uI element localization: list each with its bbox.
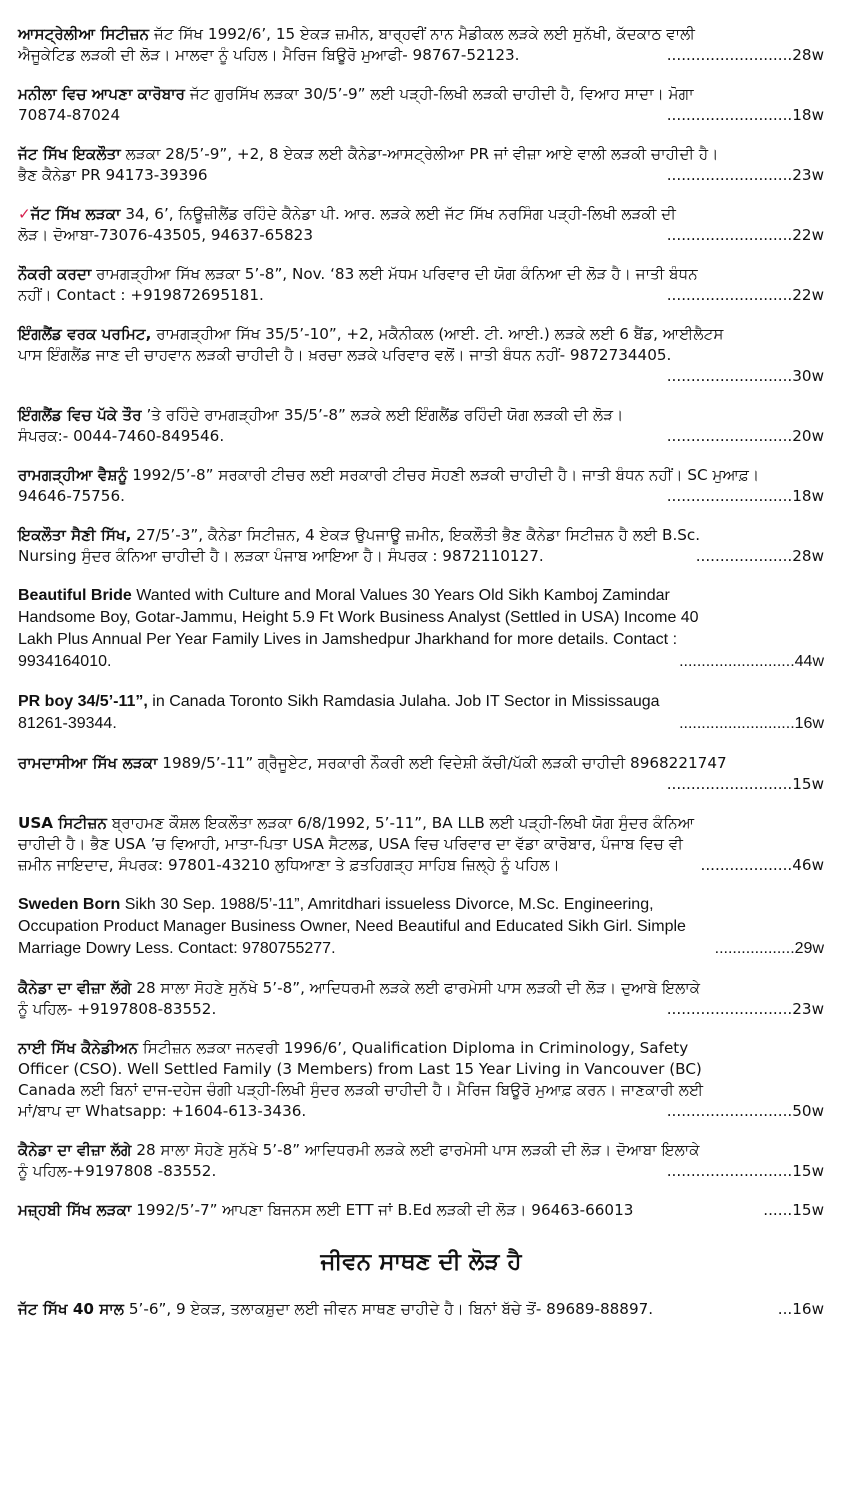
ad-item <box>18 465 824 507</box>
ad-last-text <box>18 105 120 126</box>
ad-text: ਨੂੰ ਪਹਿਲ- +9197808-83552. <box>18 1000 217 1018</box>
ad-line <box>18 691 824 713</box>
ad-text: ਸਿਟੀਜ਼ਨ ਲੜਕਾ ਜਨਵਰੀ 1996/6’, Qualification Diploma in Criminology, Safety <box>142 1039 689 1057</box>
ad-last-text <box>18 285 264 306</box>
ad-item <box>18 894 824 960</box>
ad-item <box>18 585 824 673</box>
ad-text: ਲੜਕਾ 28/5’-9”, +2, 8 ਏਕੜ ਲਈ ਕੈਨੇਡਾ-ਆਸਟ੍ਰੇਲੀਆ PR ਜਾਂ ਵੀਜ਼ਾ ਆਏ ਵਾਲੀ ਲੜਕੀ ਚਾਹੀਦੀ ਹੈ। <box>125 145 719 163</box>
ad-last-line <box>18 1299 824 1320</box>
ad-text: Nursing ਸੁੰਦਰ ਕੰਨਿਆ ਚਾਹੀਦੀ ਹੈ। ਲੜਕਾ ਪੰਜਾਬ ਆਇਆ ਹੈ। ਸੰਪਰਕ : 9872110127. <box>18 547 544 565</box>
ad-line <box>18 1059 824 1080</box>
ad-text: 1989/5’-11” ਗ੍ਰੈਜੂਏਟ, ਸਰਕਾਰੀ ਨੌਕਰੀ ਲਈ ਵਿਦੇਸ਼ੀ ਕੱਚੀ/ਪੱਕੀ ਲੜਕੀ ਚਾਹੀਦੀ 8968221747 <box>162 754 727 772</box>
ad-last-line <box>18 855 824 876</box>
ad-lead: Sweden Born <box>18 896 121 913</box>
ad-lead: ਜੱਟ ਸਿੱਖ ਲੜਕਾ <box>30 205 121 223</box>
ad-lead: ਆਸਟ੍ਰੇਲੀਆ ਸਿਟੀਜ਼ਨ <box>18 25 150 43</box>
ad-last-line <box>18 225 824 246</box>
ad-last-text <box>18 1299 653 1320</box>
ad-last-text <box>18 45 519 66</box>
ad-lead: ਇਕਲੌਤਾ ਸੈਣੀ ਸਿੱਖ, <box>18 526 132 544</box>
ad-text: 81261-39344. <box>18 715 117 732</box>
ad-last-text <box>18 1101 306 1122</box>
ad-line <box>18 978 824 999</box>
ad-last-line <box>18 486 824 507</box>
ad-last-line <box>18 651 824 673</box>
ad-word-count: ..........................15w <box>666 775 824 793</box>
ad-text: ਜੱਟ ਸਿੱਖ 1992/6’, 15 ਏਕੜ ਜ਼ਮੀਨ, ਬਾਰ੍ਹਵੀਂ ਨਾਨ ਮੈਡੀਕਲ ਲੜਕੇ ਲਈ ਸੁਨੱਖੀ, ਕੱਦਕਾਠ ਵਾਲੀ <box>153 25 695 43</box>
ad-item <box>18 204 824 246</box>
ad-line <box>18 1038 824 1059</box>
ad-line <box>18 324 824 345</box>
ad-last-line <box>18 1161 824 1182</box>
ad-text: Sikh 30 Sep. 1988/5’-11”, Amritdhari issueless Divorce, M.Sc. Engineering, <box>124 896 654 913</box>
ad-line <box>18 465 824 486</box>
ad-line <box>18 525 824 546</box>
ad-word-count: ..........................20w <box>666 427 824 445</box>
ad-item <box>18 813 824 876</box>
ad-text: ਰਾਮਗੜ੍ਹੀਆ ਸਿੱਖ 35/5’-10”, +2, ਮਕੈਨੀਕਲ (ਆਈ. ਟੀ. ਆਈ.) ਲੜਕੇ ਲਈ 6 ਬੈਂਡ, ਆਈਲੈਟਸ <box>156 325 724 343</box>
ad-text: Marriage Dowry Less. Contact: 9780755277. <box>18 940 336 957</box>
ad-item <box>18 1038 824 1122</box>
ad-last-text <box>18 1161 216 1182</box>
ad-text: ਰਾਮਗੜ੍ਹੀਆ ਸਿੱਖ ਲੜਕਾ 5’-8”, Nov. ‘83 ਲਈ ਮੱਧਮ ਪਰਿਵਾਰ ਦੀ ਯੋਗ ਕੰਨਿਆ ਦੀ ਲੋੜ ਹੈ। ਜਾਤੀ ਬੰਧਨ <box>96 265 698 283</box>
ad-last-line <box>18 366 824 387</box>
ad-last-text <box>18 855 560 876</box>
ad-line <box>18 84 824 105</box>
ad-last-line <box>18 713 824 735</box>
ad-item <box>18 978 824 1020</box>
ad-line <box>18 585 824 607</box>
ad-lead: PR boy 34/5’-11”, <box>18 693 148 710</box>
ad-word-count: ..........................28w <box>666 46 824 64</box>
checkmark-icon: ✓ <box>18 205 31 223</box>
ad-text: ਜੱਟ ਗੁਰਸਿੱਖ ਲੜਕਾ 30/5’-9” ਲਈ ਪੜ੍ਹੀ-ਲਿਖੀ ਲੜਕੀ ਚਾਹੀਦੀ ਹੈ, ਵਿਆਹ ਸਾਦਾ। ਮੋਗਾ <box>189 85 694 103</box>
ad-word-count: ....................28w <box>695 547 824 565</box>
ad-lead: ਰਾਮਗੜ੍ਹੀਆ ਵੈਸ਼ਨੂੰ <box>18 466 128 484</box>
ad-lead: ਜੱਟ ਸਿੱਖ 40 ਸਾਲ <box>18 1300 125 1318</box>
ad-text: ਨਹੀਂ। Contact : +919872695181. <box>18 286 264 304</box>
ad-item <box>18 264 824 306</box>
ad-lead: ਨੌਕਰੀ ਕਰਦਾ <box>18 265 92 283</box>
ad-lead: ਨਾਈ ਸਿੱਖ ਕੈਨੇਡੀਅਨ <box>18 1039 138 1057</box>
ad-item <box>18 1200 824 1221</box>
ad-word-count: ...................46w <box>700 856 824 874</box>
ad-text: Officer (CSO). Well Settled Family (3 Members) from Last 15 Year Living in Vancouver (BC) <box>18 1060 702 1078</box>
ad-last-text <box>18 651 111 673</box>
ad-word-count: ..........................23w <box>666 166 824 184</box>
ad-last-line <box>18 105 824 126</box>
ad-text: ਭੈਣ ਕੈਨੇਡਾ PR 94173-39396 <box>18 166 208 184</box>
ad-text: Handsome Boy, Gotar-Jammu, Height 5.9 Ft Work Business Analyst (Settled in USA) Income 40 <box>18 609 699 626</box>
ad-text: ਚਾਹੀਦੀ ਹੈ। ਭੈਣ USA ’ਚ ਵਿਆਹੀ, ਮਾਤਾ-ਪਿਤਾ USA ਸੈਟਲਡ, USA ਵਿਚ ਪਰਿਵਾਰ ਦਾ ਵੱਡਾ ਕਾਰੋਬਾਰ, ਪੰਜਾਬ ਵਿਚ ਵੀ <box>18 835 683 853</box>
ad-word-count: ..................29w <box>714 940 824 957</box>
final-ad <box>18 1299 824 1320</box>
ad-item <box>18 24 824 66</box>
ad-word-count: ..........................15w <box>666 1162 824 1180</box>
ad-text: 34, 6’, ਨਿਊਜ਼ੀਲੈਂਡ ਰਹਿੰਦੇ ਕੈਨੇਡਾ ਪੀ. ਆਰ. ਲੜਕੇ ਲਈ ਜੱਟ ਸਿੱਖ ਨਰਸਿੰਗ ਪੜ੍ਹੀ-ਲਿਖੀ ਲੜਕੀ ਦੀ <box>125 205 676 223</box>
ad-text: ’ਤੇ ਰਹਿੰਦੇ ਰਾਮਗੜ੍ਹੀਆ 35/5’-8” ਲੜਕੇ ਲਈ ਇੰਗਲੈਂਡ ਰਹਿੰਦੀ ਯੋਗ ਲੜਕੀ ਦੀ ਲੋੜ। <box>146 406 624 424</box>
ad-text: ਸੰਪਰਕ:- 0044-7460-849546. <box>18 427 225 445</box>
ad-text: 9934164010. <box>18 653 112 670</box>
ad-text: ਜ਼ਮੀਨ ਜਾਇਦਾਦ, ਸੰਪਰਕ: 97801-43210 ਲੁਧਿਆਣਾ ਤੇ ਫ਼ਤਹਿਗੜ੍ਹ ਸਾਹਿਬ ਜ਼ਿਲ੍ਹੇ ਨੂੰ ਪਹਿਲ। <box>18 856 560 874</box>
ad-word-count: ...16w <box>777 1300 824 1318</box>
ad-text: 70874-87024 <box>18 106 121 124</box>
ad-last-text <box>18 1200 633 1221</box>
ad-last-text <box>18 225 313 246</box>
ad-item <box>18 691 824 735</box>
ad-text: 28 ਸਾਲਾ ਸੋਹਣੇ ਸੁਨੱਖੇ 5’-8” ਆਦਿਧਰਮੀ ਲੜਕੇ ਲਈ ਫਾਰਮੇਸੀ ਪਾਸ ਲੜਕੀ ਦੀ ਲੋੜ। ਦੋਆਬਾ ਇਲਾਕੇ <box>136 1141 700 1159</box>
ad-line <box>18 753 824 774</box>
ad-text: 5’-6”, 9 ਏਕੜ, ਤਲਾਕਸ਼ੁਦਾ ਲਈ ਜੀਵਨ ਸਾਥਣ ਚਾਹੀਦੇ ਹੈ। ਬਿਨਾਂ ਬੱਚੇ ਤੋਂ- 89689-88897. <box>128 1300 654 1318</box>
ad-word-count: ..........................16w <box>679 715 824 732</box>
ad-line <box>18 264 824 285</box>
ad-last-line <box>18 999 824 1020</box>
ad-word-count: ..........................22w <box>666 286 824 304</box>
ad-word-count: ..........................44w <box>679 653 824 670</box>
ad-item <box>18 324 824 387</box>
ad-lead: USA ਸਿਟੀਜ਼ਨ <box>18 814 108 832</box>
ad-line <box>18 345 824 366</box>
ad-lead: ਜੱਟ ਸਿੱਖ ਇਕਲੌਤਾ <box>18 145 121 163</box>
ad-word-count: ..........................50w <box>666 1102 824 1120</box>
matrimonial-ads-list <box>18 24 824 1221</box>
ad-line <box>18 607 824 629</box>
ad-word-count: ..........................30w <box>666 367 824 385</box>
ad-line <box>18 1080 824 1101</box>
ad-last-text <box>18 486 125 507</box>
ad-item <box>18 1140 824 1182</box>
ad-line <box>18 24 824 45</box>
ad-line <box>18 405 824 426</box>
ad-text: Lakh Plus Annual Per Year Family Lives in Jamshedpur Jharkhand for more details. Contact : <box>18 631 678 648</box>
ad-line <box>18 894 824 916</box>
ad-last-text <box>18 713 117 735</box>
ad-word-count: ..........................22w <box>666 226 824 244</box>
ad-word-count: ..........................18w <box>666 487 824 505</box>
ad-text: ਮਾਂ/ਬਾਪ ਦਾ Whatsapp: +1604-613-3436. <box>18 1102 307 1120</box>
ad-lead: ਕੈਨੇਡਾ ਦਾ ਵੀਜ਼ਾ ਲੱਗੇ <box>18 979 132 997</box>
ad-text: 28 ਸਾਲਾ ਸੋਹਣੇ ਸੁਨੱਖੇ 5’-8”, ਆਦਿਧਰਮੀ ਲੜਕੇ ਲਈ ਫਾਰਮੇਸੀ ਪਾਸ ਲੜਕੀ ਦੀ ਲੋੜ। ਦੁਆਬੇ ਇਲਾਕੇ <box>136 979 701 997</box>
ad-last-line <box>18 45 824 66</box>
ad-last-text <box>18 938 336 960</box>
ad-line <box>18 813 824 834</box>
ad-text: ਨੂੰ ਪਹਿਲ-+9197808 -83552. <box>18 1162 217 1180</box>
ad-item <box>18 753 824 795</box>
ad-text: 27/5’-3”, ਕੈਨੇਡਾ ਸਿਟੀਜ਼ਨ, 4 ਏਕੜ ਉਪਜਾਊ ਜ਼ਮੀਨ, ਇਕਲੌਤੀ ਭੈਣ ਕੈਨੇਡਾ ਸਿਟੀਜ਼ਨ ਹੈ ਲਈ B.Sc. <box>136 526 701 544</box>
ad-last-text <box>18 999 216 1020</box>
ad-text: ਲੋੜ। ਦੋਆਬਾ-73076-43505, 94637-65823 <box>18 226 313 244</box>
ad-item <box>18 84 824 126</box>
ad-text: ਪਾਸ ਇੰਗਲੈਂਡ ਜਾਣ ਦੀ ਚਾਹਵਾਨ ਲੜਕੀ ਚਾਹੀਦੀ ਹੈ। ਖ਼ਰਚਾ ਲੜਕੇ ਪਰਿਵਾਰ ਵਲੋਂ। ਜਾਤੀ ਬੰਧਨ ਨਹੀਂ- 9872734405. <box>18 346 672 364</box>
ad-lead: Beautiful Bride <box>18 587 132 604</box>
ad-lead: ਕੈਨੇਡਾ ਦਾ ਵੀਜ਼ਾ ਲੱਗੇ <box>18 1141 132 1159</box>
ad-last-line <box>18 426 824 447</box>
ad-line <box>18 144 824 165</box>
ad-text: Occupation Product Manager Business Owner, Need Beautiful and Educated Sikh Girl. Simple <box>18 918 686 935</box>
ad-last-text <box>18 546 544 567</box>
ad-text: 94646-75756. <box>18 487 125 505</box>
ad-text: 1992/5’-7” ਆਪਣਾ ਬਿਜਨਸ ਲਈ ETT ਜਾਂ B.Ed ਲੜਕੀ ਦੀ ਲੋੜ। 96463-66013 <box>136 1201 634 1219</box>
ad-text: ਬ੍ਰਾਹਮਣ ਕੌਸ਼ਲ ਇਕਲੌਤਾ ਲੜਕਾ 6/8/1992, 5’-11”, BA LLB ਲਈ ਪੜ੍ਹੀ-ਲਿਖੀ ਯੋਗ ਸੁੰਦਰ ਕੰਨਿਆ <box>111 814 695 832</box>
ad-lead: ਇੰਗਲੈਂਡ ਵਿਚ ਪੱਕੇ ਤੌਰ <box>18 406 142 424</box>
ad-text: 1992/5’-8” ਸਰਕਾਰੀ ਟੀਚਰ ਲਈ ਸਰਕਾਰੀ ਟੀਚਰ ਸੋਹਣੀ ਲੜਕੀ ਚਾਹੀਦੀ ਹੈ। ਜਾਤੀ ਬੰਧਨ ਨਹੀਂ। SC ਮੁਆਫ਼। <box>132 466 760 484</box>
ad-last-line <box>18 546 824 567</box>
ad-word-count: ..........................23w <box>666 1000 824 1018</box>
ad-last-text <box>18 426 224 447</box>
ad-last-line <box>18 165 824 186</box>
ad-line <box>18 834 824 855</box>
ad-text: Wanted with Culture and Moral Values 30 Years Old Sikh Kamboj Zamindar <box>136 587 670 604</box>
ad-last-text <box>18 165 208 186</box>
ad-lead: ਰਾਮਦਾਸੀਆ ਸਿੱਖ ਲੜਕਾ <box>18 754 158 772</box>
ad-line <box>18 204 824 225</box>
ad-last-line <box>18 774 824 795</box>
ad-lead: ਮਜ਼੍ਹਬੀ ਸਿੱਖ ਲੜਕਾ <box>18 1201 132 1219</box>
ad-line <box>18 916 824 938</box>
ad-line <box>18 1140 824 1161</box>
ad-text: in Canada Toronto Sikh Ramdasia Julaha. Job IT Sector in Mississauga <box>152 693 660 710</box>
section-title: ਜੀਵਨ ਸਾਥਣ ਦੀ ਲੋੜ ਹੈ <box>320 1249 522 1275</box>
ad-word-count: ..........................18w <box>666 106 824 124</box>
ad-item <box>18 405 824 447</box>
ad-lead: ਮਨੀਲਾ ਵਿਚ ਆਪਣਾ ਕਾਰੋਬਾਰ <box>18 85 186 103</box>
ad-item <box>18 525 824 567</box>
ad-line <box>18 629 824 651</box>
ad-last-line <box>18 1200 824 1221</box>
ad-last-line <box>18 938 824 960</box>
ad-text: ਐਜੂਕੇਟਿਡ ਲੜਕੀ ਦੀ ਲੋੜ। ਮਾਲਵਾ ਨੂੰ ਪਹਿਲ। ਮੈਰਿਜ ਬਿਊਰੋ ਮੁਆਫੀ- 98767-52123. <box>18 46 520 64</box>
ad-text: Canada ਲਈ ਬਿਨਾਂ ਦਾਜ-ਦਹੇਜ ਚੰਗੀ ਪੜ੍ਹੀ-ਲਿਖੀ ਸੁੰਦਰ ਲੜਕੀ ਚਾਹੀਦੀ ਹੈ। ਮੈਰਿਜ ਬਿਊਰੋ ਮੁਆਫ਼ ਕਰਨ। ਜਾਣਕਾਰੀ ਲਈ <box>18 1081 704 1099</box>
ad-item <box>18 144 824 186</box>
ad-last-line <box>18 1101 824 1122</box>
ad-word-count: ......15w <box>763 1201 824 1219</box>
ad-last-line <box>18 285 824 306</box>
ad-lead: ਇੰਗਲੈਂਡ ਵਰਕ ਪਰਮਿਟ, <box>18 325 152 343</box>
